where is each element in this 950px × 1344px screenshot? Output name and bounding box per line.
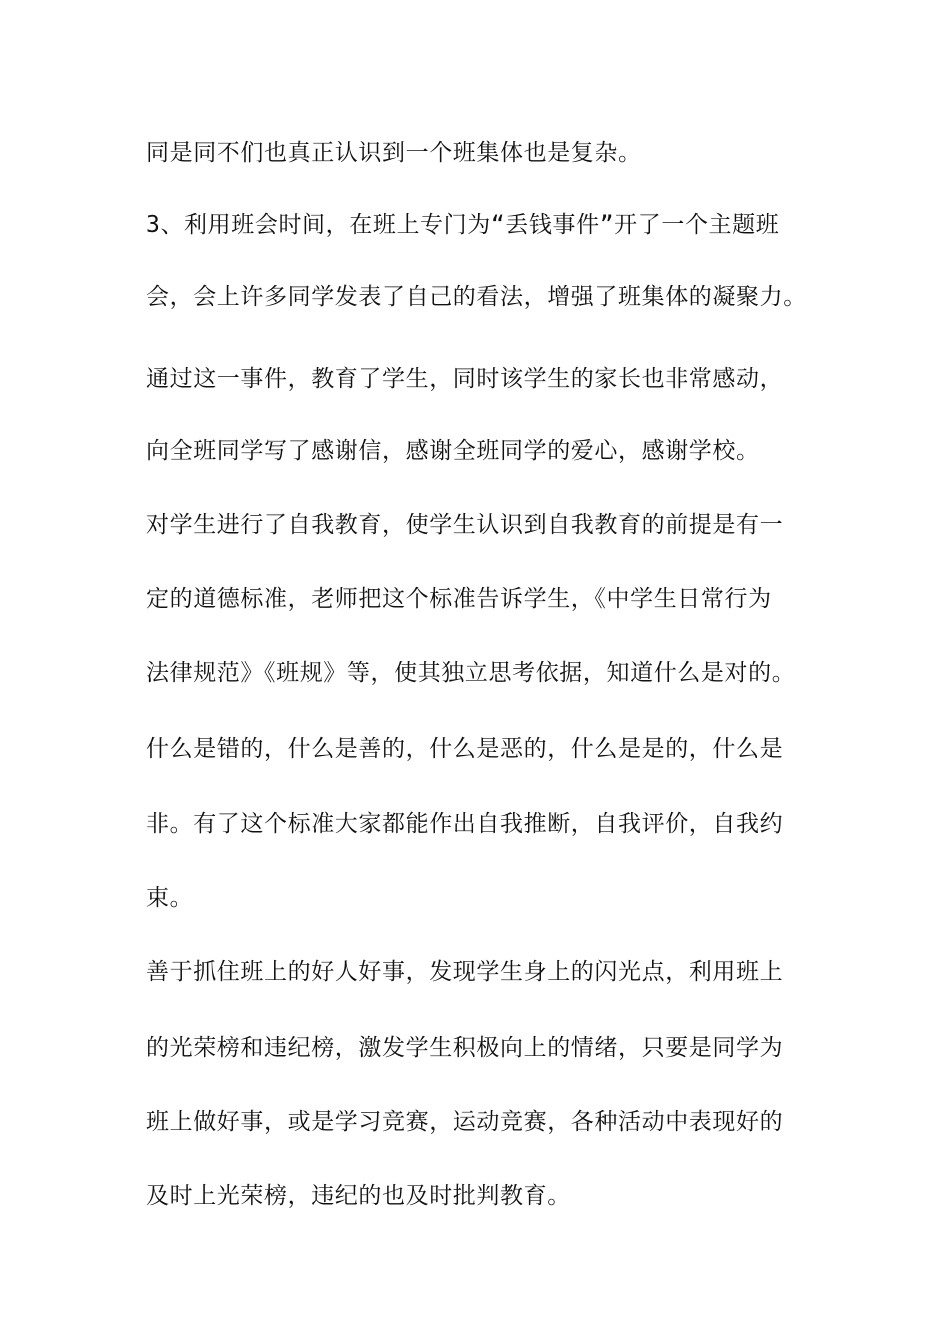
text-line: 同是同不们也真正认识到一个班集体也是复杂。 [146, 140, 642, 166]
text-line: 法律规范》《班规》等，使其独立思考依据，知道什么是对的。 [146, 660, 796, 686]
text-line: 3、利用班会时间，在班上专门为“丢钱事件”开了一个主题班 [146, 212, 780, 238]
text-line: 通过这一事件，教育了学生，同时该学生的家长也非常感动， [146, 366, 784, 392]
text-line: 向全班同学写了感谢信，感谢全班同学的爱心，感谢学校。 [146, 438, 760, 464]
text-line: 定的道德标准，老师把这个标准告诉学生，《中学生日常行为 [146, 586, 772, 612]
text-line: 及时上光荣榜，违纪的也及时批判教育。 [146, 1183, 571, 1209]
text-line: 会，会上许多同学发表了自己的看法，增强了班集体的凝聚力。 [146, 284, 807, 310]
text-line: 班上做好事，或是学习竞赛，运动竞赛，各种活动中表现好的 [146, 1109, 784, 1135]
text-line: 非。有了这个标准大家都能作出自我推断，自我评价，自我约 [146, 811, 784, 837]
text-line: 什么是错的，什么是善的，什么是恶的，什么是是的，什么是 [146, 736, 784, 762]
text-line: 对学生进行了自我教育，使学生认识到自我教育的前提是有一 [146, 512, 784, 538]
text-line: 束。 [146, 885, 194, 911]
text-line: 的光荣榜和违纪榜，激发学生积极向上的情绪，只要是同学为 [146, 1035, 784, 1061]
text-line: 善于抓住班上的好人好事，发现学生身上的闪光点，利用班上 [146, 959, 784, 985]
